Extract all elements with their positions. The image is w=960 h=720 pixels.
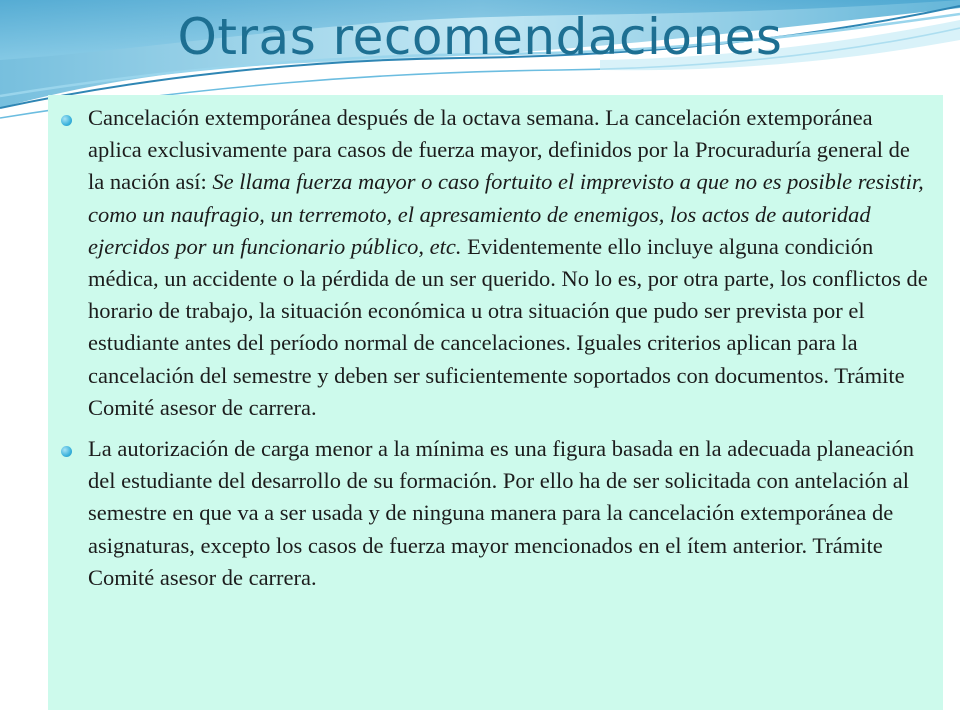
slide-title: Otras recomendaciones bbox=[177, 8, 783, 66]
content-panel bbox=[48, 95, 943, 710]
bullet-list bbox=[48, 102, 943, 603]
bullet-text: La autorización de carga menor a la mínima es una figura basada en la adecuada planeación del estudiante del desarrollo de su formación. Por ello ha de ser solicitada con antelación al semestre en que va a ser usada y de ninguna manera para la cancelación extemporánea de asignaturas, excepto los casos de fuerza mayor mencionados en el ítem anterior. Trámite Comité asesor de carrera. bbox=[88, 436, 915, 590]
bullet-text-italic-quote: Se llama fuerza mayor o caso fortuito el imprevisto a que no es posible resistir, como un naufragio, un terremoto, el apresamiento de enemigos, los actos de autoridad ejercidos por un funcionario público, etc. bbox=[88, 169, 924, 259]
bullet-dot-icon bbox=[61, 446, 72, 457]
bullet-item-cancelacion bbox=[48, 102, 943, 424]
bullet-text-part: Evidentemente ello incluye alguna condición médica, un accidente o la pérdida de un ser querido. No lo es, por otra parte, los conflictos de horario de trabajo, la situación económica u otra situación que pudo ser prevista por el estudiante antes del período normal de cancelaciones. Iguales criterios aplican para la cancelación del semestre y deben ser suficientemente soportados con documentos. Trámite Comité asesor de carrera. bbox=[88, 233, 928, 420]
bullet-text bbox=[88, 102, 929, 424]
bullet-dot-icon bbox=[61, 115, 72, 126]
bullet-item-carga-minima bbox=[48, 433, 943, 594]
bullet-text-part: Cancelación extemporánea después de la octava semana. La cancelación extemporánea aplica exclusivamente para casos de fuerza mayor, definidos por la Procuraduría general de la nación así: bbox=[88, 105, 910, 195]
